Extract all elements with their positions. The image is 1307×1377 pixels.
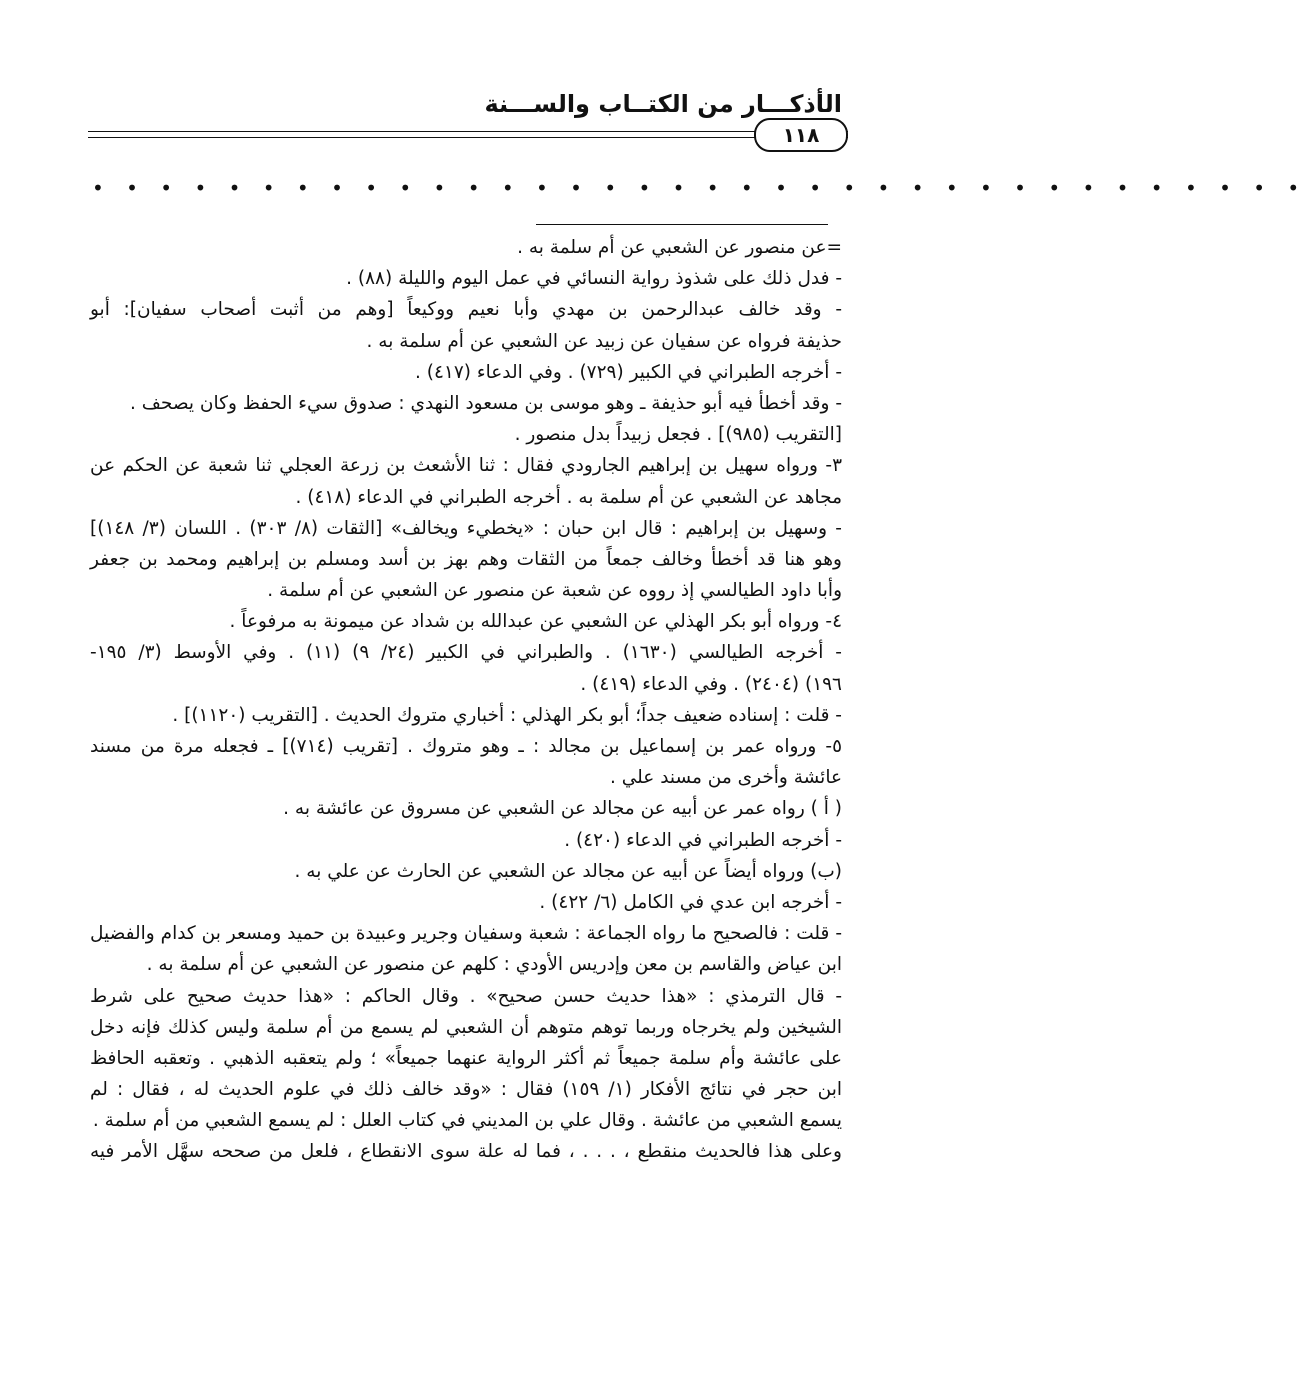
text-line: - قال الترمذي : «هذا حديث حسن صحيح» . وقال الحاكم : «هذا حديث صحيح على شرط [90,985,842,1007]
footnote-rule [536,224,828,225]
text-line: ٤- ورواه أبو بكر الهذلي عن الشعبي عن عبدالله بن شداد عن ميمونة به مرفوعاً . [229,611,842,633]
section-separator-dots: • • • • • • • • • • • • • • • • • • • • • • • • • • • • • • • • • • • • [92,176,1307,200]
text-line: - وسهيل بن إبراهيم : قال ابن حبان : «يخطيء ويخالف» [الثقات (٨/ ٣٠٣) . اللسان (٣/ ١٤٨)] [90,517,842,539]
text-line: - أخرجه الطبراني في الدعاء (٤٢٠) . [564,829,842,851]
text-line: ( أ ) رواه عمر عن أبيه عن مجالد عن الشعبي عن مسروق عن عائشة به . [283,798,842,820]
text-line: - قلت : فالصحيح ما رواه الجماعة : شعبة وسفيان وجرير وعبيدة بن حميد ومسعر بن كدام والفضيل [90,923,842,945]
text-line: - وقد خالف عبدالرحمن بن مهدي وأبا نعيم ووكيعاً [وهم من أثبت أصحاب سفيان]: أبو [90,299,842,321]
text-line: - أخرجه الطبراني في الكبير (٧٢٩) . وفي الدعاء (٤١٧) . [414,361,842,383]
text-line: حذيفة فرواه عن سفيان عن زبيد عن الشعبي عن أم سلمة به . [366,330,842,352]
running-header-title: الأذكـــار من الكتــاب والســـنة [484,90,842,118]
text-line: =عن منصور عن الشعبي عن أم سلمة به . [517,237,842,258]
text-line: ١٩٦) (٢٤٠٤) . وفي الدعاء (٤١٩) . [580,673,842,695]
text-line: - قلت : إسناده ضعيف جداً؛ أبو بكر الهذلي : أخباري متروك الحديث . [التقريب (١١٢٠)] . [172,704,842,726]
text-line: - وقد أخطأ فيه أبو حذيفة ـ وهو موسى بن مسعود النهدي : صدوق سيء الحفظ وكان يصحف . [130,392,842,414]
text-line: وعلى هذا فالحديث منقطع ، . . . ، فما له علة سوى الانقطاع ، فلعل من صححه سهَّل الأمر فيه [90,1141,842,1163]
text-line: ٣- ورواه سهيل بن إبراهيم الجارودي فقال : ثنا الأشعث بن زرعة العجلي ثنا شعبة عن الحكم عن [90,455,842,477]
text-line: [التقريب (٩٨٥)] . فجعل زبيداً بدل منصور . [514,424,842,446]
text-line: عائشة وأخرى من مسند علي . [609,767,842,789]
text-line: - أخرجه الطيالسي (١٦٣٠) . والطبراني في الكبير (٢٤/ ٩) (١١) . وفي الأوسط (٣/ ١٩٥- [90,642,842,664]
footnote-text [90,232,842,1168]
header-rule-line-lower [88,137,848,138]
header-rule [88,118,848,152]
text-line: (ب) ورواه أيضاً عن أبيه عن مجالد عن الشعبي عن الحارث عن علي به . [294,860,842,882]
text-line: ٥- ورواه عمر بن إسماعيل بن مجالد : ـ وهو متروك . [تقريب (٧١٤)] ـ فجعله مرة من مسند [90,736,842,757]
header-rule-line-upper [88,131,848,132]
text-line: وهو هنا قد أخطأ وخالف جمعاً من الثقات وهم بهز بن أسد ومسلم بن إبراهيم ومحمد بن جعفر [90,548,842,570]
text-line: - فدل ذلك على شذوذ رواية النسائي في عمل اليوم والليلة (٨٨) . [346,268,842,290]
text-line: ابن حجر في نتائج الأفكار (١/ ١٥٩) فقال : «وقد خالف ذلك في علوم الحديث له ، فقال : لم [90,1079,842,1101]
text-line: وأبا داود الطيالسي إذ رووه عن شعبة عن منصور عن الشعبي عن أم سلمة . [267,580,842,602]
text-line: الشيخين ولم يخرجاه وربما توهم متوهم أن الشعبي لم يسمع من أم سلمة وليس كذلك فإنه دخل [90,1016,842,1038]
text-line: - أخرجه ابن عدي في الكامل (٦/ ٤٢٢) . [539,891,842,913]
text-line: يسمع الشعبي من عائشة . وقال علي بن المديني في كتاب العلل : لم يسمع الشعبي من أم سلمة . [92,1110,842,1132]
text-line: ابن عياض والقاسم بن معن وإدريس الأودي : كلهم عن منصور عن الشعبي عن أم سلمة به . [146,954,842,976]
page-number-badge: ١١٨ [754,118,848,152]
text-line: على عائشة وأم سلمة جميعاً ثم أكثر الرواية عنهما جميعاً» ؛ ولم يتعقبه الذهبي . وتعقبه الحافظ [90,1047,842,1069]
text-line: مجاهد عن الشعبي عن أم سلمة به . أخرجه الطبراني في الدعاء (٤١٨) . [295,486,842,508]
